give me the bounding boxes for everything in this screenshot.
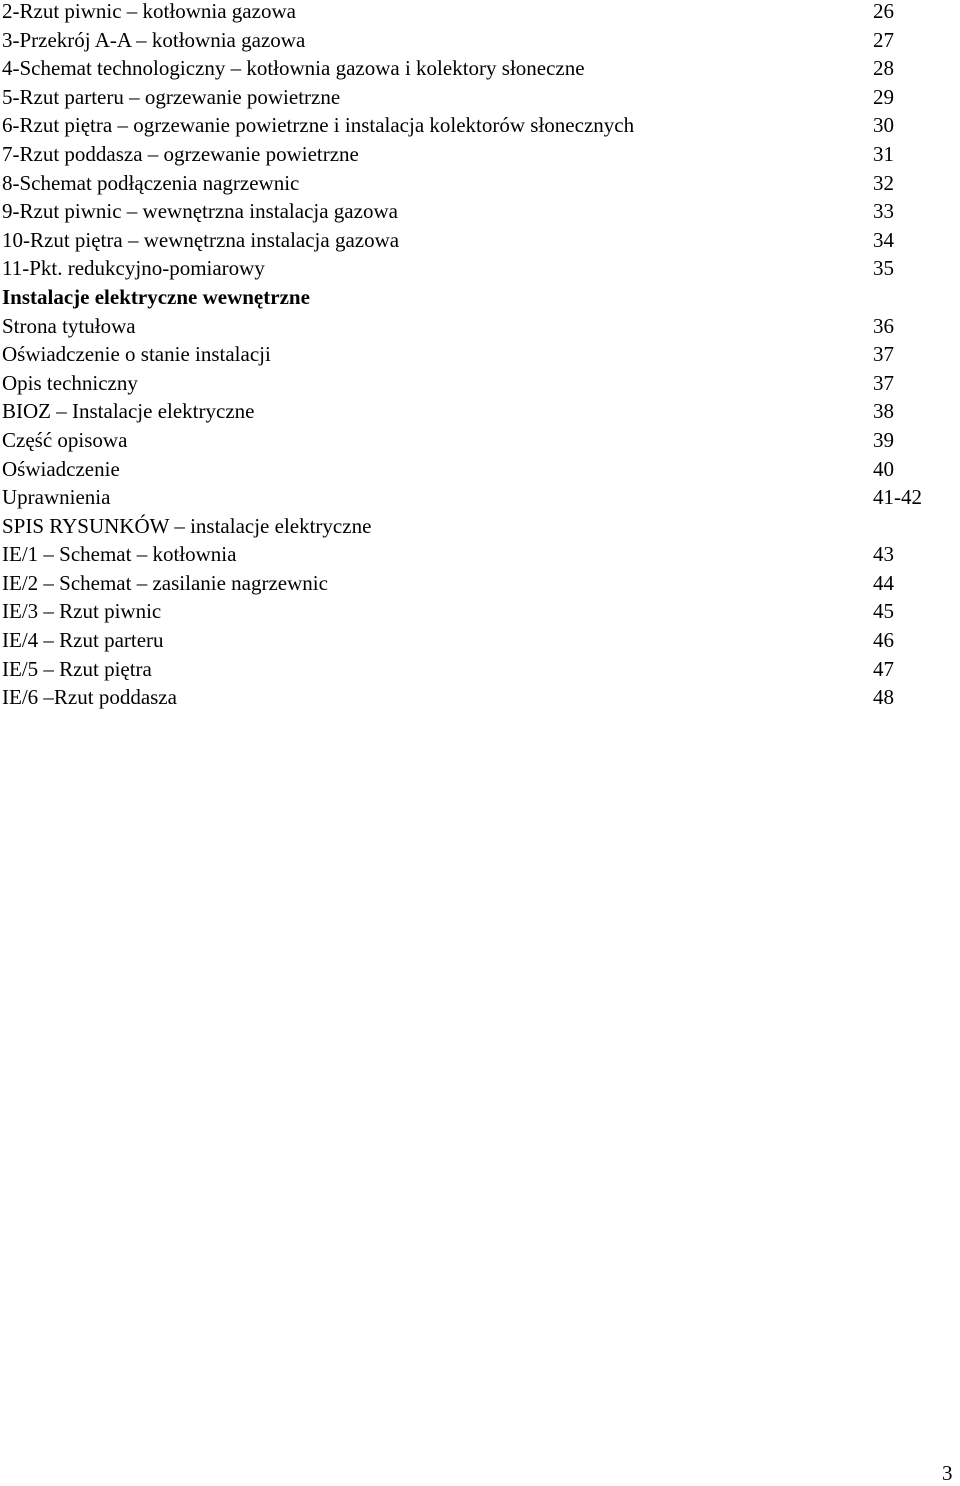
toc-entry-title: Opis techniczny <box>2 370 138 395</box>
toc-entry <box>2 340 942 369</box>
toc-entry-page: 26 <box>873 0 894 23</box>
toc-entry-page: 30 <box>873 113 894 138</box>
toc-entry <box>2 540 942 569</box>
toc-entry <box>2 426 942 455</box>
toc-entry <box>2 597 942 626</box>
toc-entry-page: 46 <box>873 628 894 653</box>
toc-subsection-heading-title: SPIS RYSUNKÓW – instalacje elektryczne <box>2 513 372 538</box>
table-of-contents <box>2 0 942 712</box>
toc-entry-title: Strona tytułowa <box>2 313 136 338</box>
toc-entry-title: 3-Przekrój A-A – kotłownia gazowa <box>2 27 306 52</box>
toc-entry-title: 5-Rzut parteru – ogrzewanie powietrzne <box>2 84 341 109</box>
toc-entry-page: 35 <box>873 256 894 281</box>
toc-entry-title: IE/1 – Schemat – kotłownia <box>2 542 237 567</box>
toc-entry <box>2 626 942 655</box>
toc-entry <box>2 455 942 484</box>
toc-entry-page: 36 <box>873 313 894 338</box>
toc-entry <box>2 483 942 512</box>
toc-entry-page: 32 <box>873 170 894 195</box>
toc-entry-page: 27 <box>873 27 894 52</box>
toc-entry-page: 44 <box>873 570 894 595</box>
toc-entry <box>2 111 942 140</box>
toc-entry-title: IE/3 – Rzut piwnic <box>2 599 162 624</box>
toc-entry-page: 45 <box>873 599 894 624</box>
toc-entry-title: Część opisowa <box>2 427 128 452</box>
toc-entry <box>2 54 942 83</box>
toc-entry <box>2 226 942 255</box>
toc-entry-title: Uprawnienia <box>2 485 111 510</box>
toc-entry <box>2 254 942 283</box>
toc-entry-title: 7-Rzut poddasza – ogrzewanie powietrzne <box>2 141 359 166</box>
toc-section-heading <box>2 283 942 312</box>
toc-entry-page: 37 <box>873 342 894 367</box>
toc-entry-page: 40 <box>873 456 894 481</box>
toc-entry-title: 10-Rzut piętra – wewnętrzna instalacja gazowa <box>2 227 400 252</box>
page-number: 3 <box>942 1461 953 1485</box>
toc-entry <box>2 169 942 198</box>
toc-entry-title: BIOZ – Instalacje elektryczne <box>2 399 255 424</box>
toc-entry <box>2 655 942 684</box>
toc-entry-title: 8-Schemat podłączenia nagrzewnic <box>2 170 300 195</box>
toc-section-heading-title: Instalacje elektryczne wewnętrzne <box>2 284 310 309</box>
toc-entry-title: IE/6 –Rzut poddasza <box>2 685 177 710</box>
toc-entry-page: 43 <box>873 542 894 567</box>
toc-entry-page: 31 <box>873 141 894 166</box>
toc-entry-title: 6-Rzut piętra – ogrzewanie powietrzne i instalacja kolektorów słonecznych <box>2 113 635 138</box>
toc-entry <box>2 140 942 169</box>
toc-entry <box>2 683 942 712</box>
toc-entry-page: 48 <box>873 685 894 710</box>
toc-entry-page: 28 <box>873 56 894 81</box>
toc-entry-page: 33 <box>873 199 894 224</box>
toc-entry-title: IE/2 – Schemat – zasilanie nagrzewnic <box>2 570 328 595</box>
toc-entry-page: 37 <box>873 370 894 395</box>
toc-entry-title: 11-Pkt. redukcyjno-pomiarowy <box>2 256 265 281</box>
toc-entry-title: Oświadczenie o stanie instalacji <box>2 342 271 367</box>
toc-entry-page: 41-42 <box>873 485 922 510</box>
toc-subsection-heading <box>2 512 942 541</box>
toc-entry <box>2 26 942 55</box>
toc-entry-page: 39 <box>873 427 894 452</box>
toc-entry-page: 34 <box>873 227 894 252</box>
toc-entry-page: 38 <box>873 399 894 424</box>
toc-entry-title: IE/5 – Rzut piętra <box>2 656 152 681</box>
toc-entry <box>2 83 942 112</box>
toc-entry <box>2 369 942 398</box>
toc-entry-title: Oświadczenie <box>2 456 120 481</box>
toc-entry <box>2 397 942 426</box>
toc-entry <box>2 312 942 341</box>
toc-entry <box>2 0 942 26</box>
toc-entry-title: 2-Rzut piwnic – kotłownia gazowa <box>2 0 296 23</box>
toc-entry <box>2 569 942 598</box>
toc-entry-page: 29 <box>873 84 894 109</box>
toc-entry-title: 9-Rzut piwnic – wewnętrzna instalacja gazowa <box>2 199 398 224</box>
toc-entry-page: 47 <box>873 656 894 681</box>
toc-entry-title: 4-Schemat technologiczny – kotłownia gazowa i kolektory słoneczne <box>2 56 585 81</box>
toc-entry-title: IE/4 – Rzut parteru <box>2 628 164 653</box>
toc-entry <box>2 197 942 226</box>
